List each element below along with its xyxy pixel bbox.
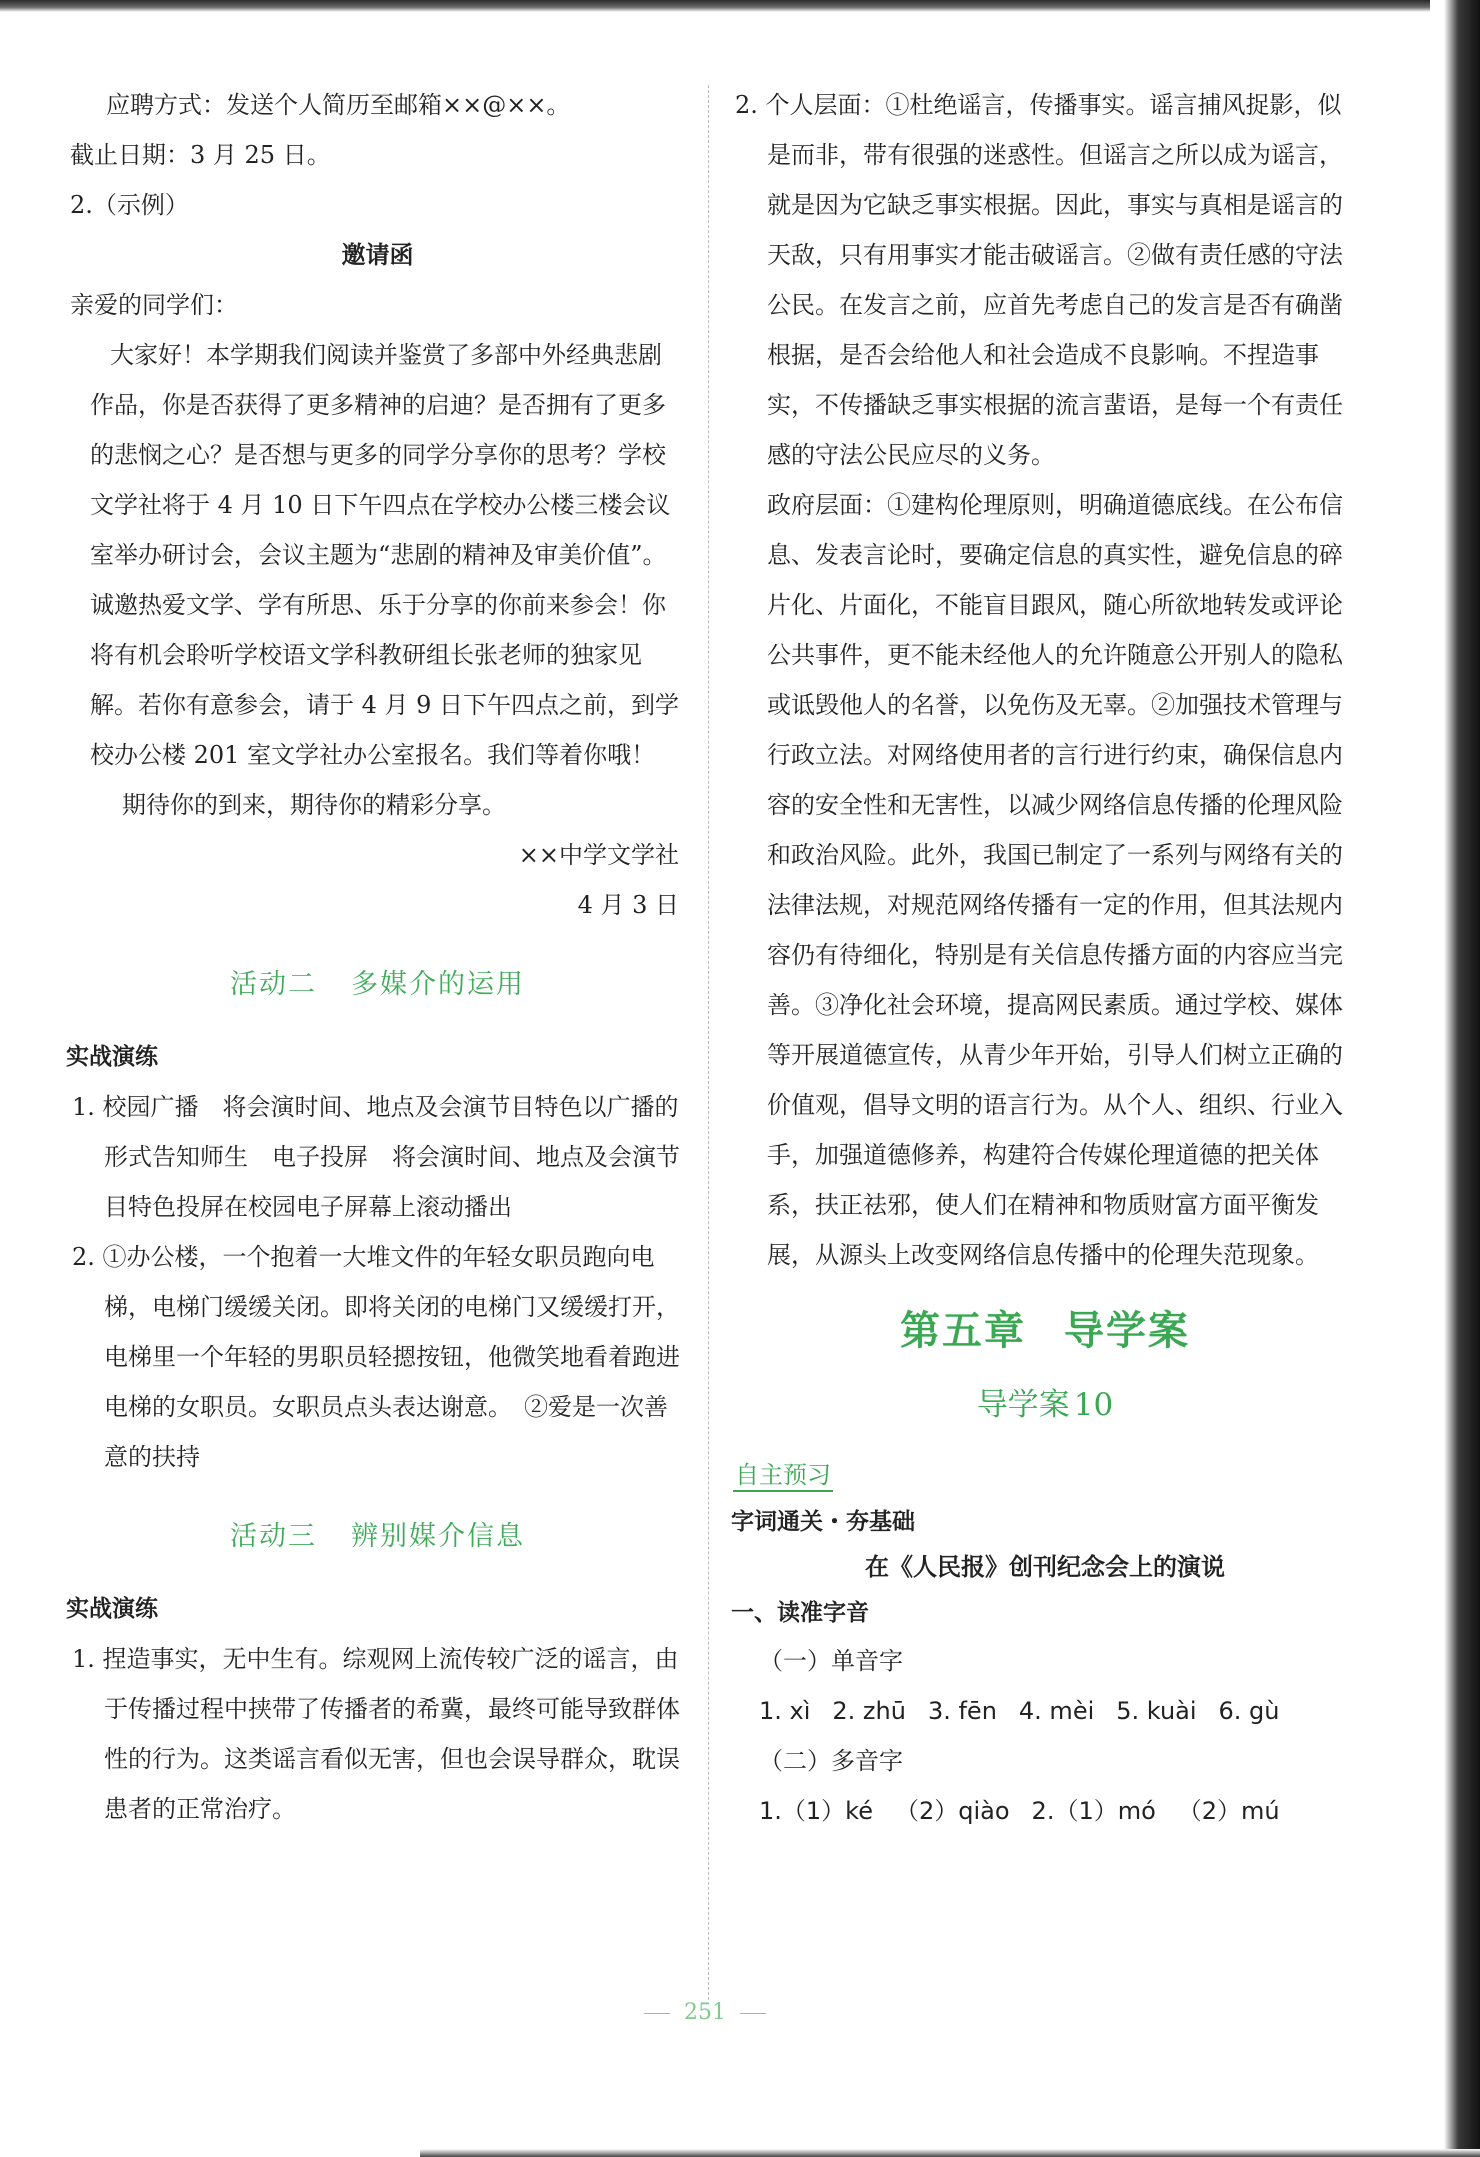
question-2-label: 2.（示例） — [70, 191, 189, 219]
letter-salutation: 亲爱的同学们： — [70, 291, 238, 319]
chapter-number: 第五章 — [900, 1308, 1026, 1354]
letter-body: 大家好！本学期我们阅读并鉴赏了多部中外经典悲剧作品，你是否获得了更多精神的启迪？是否拥有了更多的悲悯之心？是否想与更多的同学分享你的思考？学校文学社将于 4 月 10 日下午四点在学校办公楼三楼会议室举办研讨会，会议主题为“悲剧的精神及审美价值”。诚邀热爱文学、学有所思、乐于分享的你前来参会！你将有机会聆听学校语文学科教研组长张老师的独家见解。若你有意参会，请于 4 月 9 日下午四点之前，到学校办公楼 201 室文学社办公室报名。我们等着你哦！ — [90, 341, 680, 769]
application-method: 应聘方式：发送个人简历至邮箱××@××。 — [106, 91, 571, 119]
activity-2-title: 多媒介的运用 — [351, 969, 525, 1000]
government-level-answer: 政府层面：①建构伦理原则，明确道德底线。在公布信息、发表言论时，要确定信息的真实性，避免信息的碎片化、片面化，不能盲目跟风，随心所欲地转发或评论公共事件，更不能未经他人的允许随意公开别人的隐私或诋毁他人的名誉，以免伤及无辜。②加强技术管理与行政立法。对网络使用者的言行进行约束，确保信息内容的安全性和无害性，以减少网络信息传播的伦理风险和政治风险。此外，我国已制定了一系列与网络有关的法律法规，对规范网络传播有一定的作用，但其法规内容仍有待细化，特别是有关信息传播方面的内容应当完善。③净化社会环境，提高网民素质。通过学校、媒体等开展道德宣传，从青少年开始，引导人们树立正确的价值观，倡导文明的语言行为。从个人、组织、行业入手，加强道德修养，构建符合传媒伦理道德的把关体系，扶正祛邪，使人们在精神和物质财富方面平衡发展，从源头上改变网络信息传播中的伦理失范现象。 — [767, 491, 1343, 1269]
activity-3-title: 辨别媒介信息 — [351, 1521, 525, 1552]
pinyin-answer: 2.（1）mó — [1031, 1797, 1156, 1825]
answer-2-2: 2. ①办公楼，一个抱着一大堆文件的年轻女职员跑向电梯，电梯门缓缓关闭。即将关闭的电梯门又缓缓打开，电梯里一个年轻的男职员轻摁按钮，他微笑地看着跑进电梯的女职员。女职员点头表达谢意。 ②爱是一次善意的扶持 — [72, 1243, 680, 1471]
pinyin-answer: 3. fēn — [927, 1697, 997, 1725]
letter-signer: ××中学文学社 — [518, 841, 679, 869]
single-reading-answers — [735, 1686, 1355, 1736]
deadline: 截止日期：3 月 25 日。 — [70, 141, 331, 169]
part-1-heading: 一、读准字音 — [731, 1600, 869, 1626]
multi-reading-answers — [735, 1786, 1355, 1836]
multi-reading-heading: （二）多音字 — [759, 1747, 903, 1775]
activity-2-heading — [70, 960, 685, 1010]
practice-heading-2: 实战演练 — [66, 1596, 158, 1622]
activity-3-heading — [70, 1512, 685, 1562]
single-reading-heading: （一）单音字 — [759, 1647, 903, 1675]
practice-heading-1: 实战演练 — [66, 1044, 158, 1070]
article-title: 在《人民报》创刊纪念会上的演说 — [865, 1553, 1225, 1581]
self-study-tag: 自主预习 — [733, 1460, 833, 1492]
pinyin-answer: 4. mèi — [1018, 1697, 1095, 1725]
chapter-title: 导学案 — [1064, 1308, 1190, 1354]
section-number: 10 — [1073, 1387, 1114, 1423]
scan-bottom-edge — [420, 2149, 1480, 2157]
letter-closing: 期待你的到来，期待你的精彩分享。 — [122, 791, 506, 819]
page-number-text: 251 — [684, 2000, 726, 2025]
section-heading — [735, 1380, 1355, 1430]
scan-right-edge — [1444, 0, 1480, 2157]
pinyin-answer: 2. zhū — [832, 1697, 906, 1725]
pinyin-answer: 1.（1）ké — [759, 1797, 873, 1825]
pinyin-answer: 1. xì — [759, 1697, 811, 1725]
column-divider — [708, 85, 709, 2000]
right-column — [731, 80, 1355, 1836]
pinyin-answer: 5. kuài — [1116, 1697, 1197, 1725]
page-number — [0, 2000, 1410, 2025]
letter-title: 邀请函 — [341, 241, 414, 269]
pinyin-answer: （2）mú — [1177, 1797, 1280, 1825]
answer-3-1: 1. 捏造事实，无中生有。综观网上流传较广泛的谣言，由于传播过程中挟带了传播者的希冀，最终可能导致群体性的行为。这类谣言看似无害，但也会误导群众，耽误患者的正常治疗。 — [72, 1645, 680, 1823]
left-column — [66, 80, 685, 1834]
answer-2-1: 1. 校园广播 将会演时间、地点及会演节目特色以广播的形式告知师生 电子投屏 将会演时间、地点及会演节目特色投屏在校园电子屏幕上滚动播出 — [72, 1093, 680, 1221]
personal-level-answer: 2. 个人层面：①杜绝谣言，传播事实。谣言捕风捉影，似是而非，带有很强的迷惑性。但谣言之所以成为谣言，就是因为它缺乏事实根据。因此，事实与真相是谣言的天敌，只有用事实才能击破谣言。②做有责任感的守法公民。在发言之前，应首先考虑自己的发言是否有确凿根据，是否会给他人和社会造成不良影响。不捏造事实，不传播缺乏事实根据的流言蜚语，是每一个有责任感的守法公民应尽的义务。 — [735, 91, 1343, 469]
activity-3-number: 活动三 — [230, 1521, 317, 1552]
activity-2-number: 活动二 — [230, 969, 317, 1000]
pinyin-answer: （2）qiào — [894, 1797, 1010, 1825]
chapter-heading — [735, 1306, 1355, 1356]
letter-date: 4 月 3 日 — [577, 891, 679, 919]
vocab-subheading: 字词通关・夯基础 — [731, 1509, 915, 1535]
section-label: 导学案 — [976, 1387, 1070, 1423]
scan-top-edge — [0, 0, 1430, 12]
pinyin-answer: 6. gù — [1218, 1697, 1280, 1725]
